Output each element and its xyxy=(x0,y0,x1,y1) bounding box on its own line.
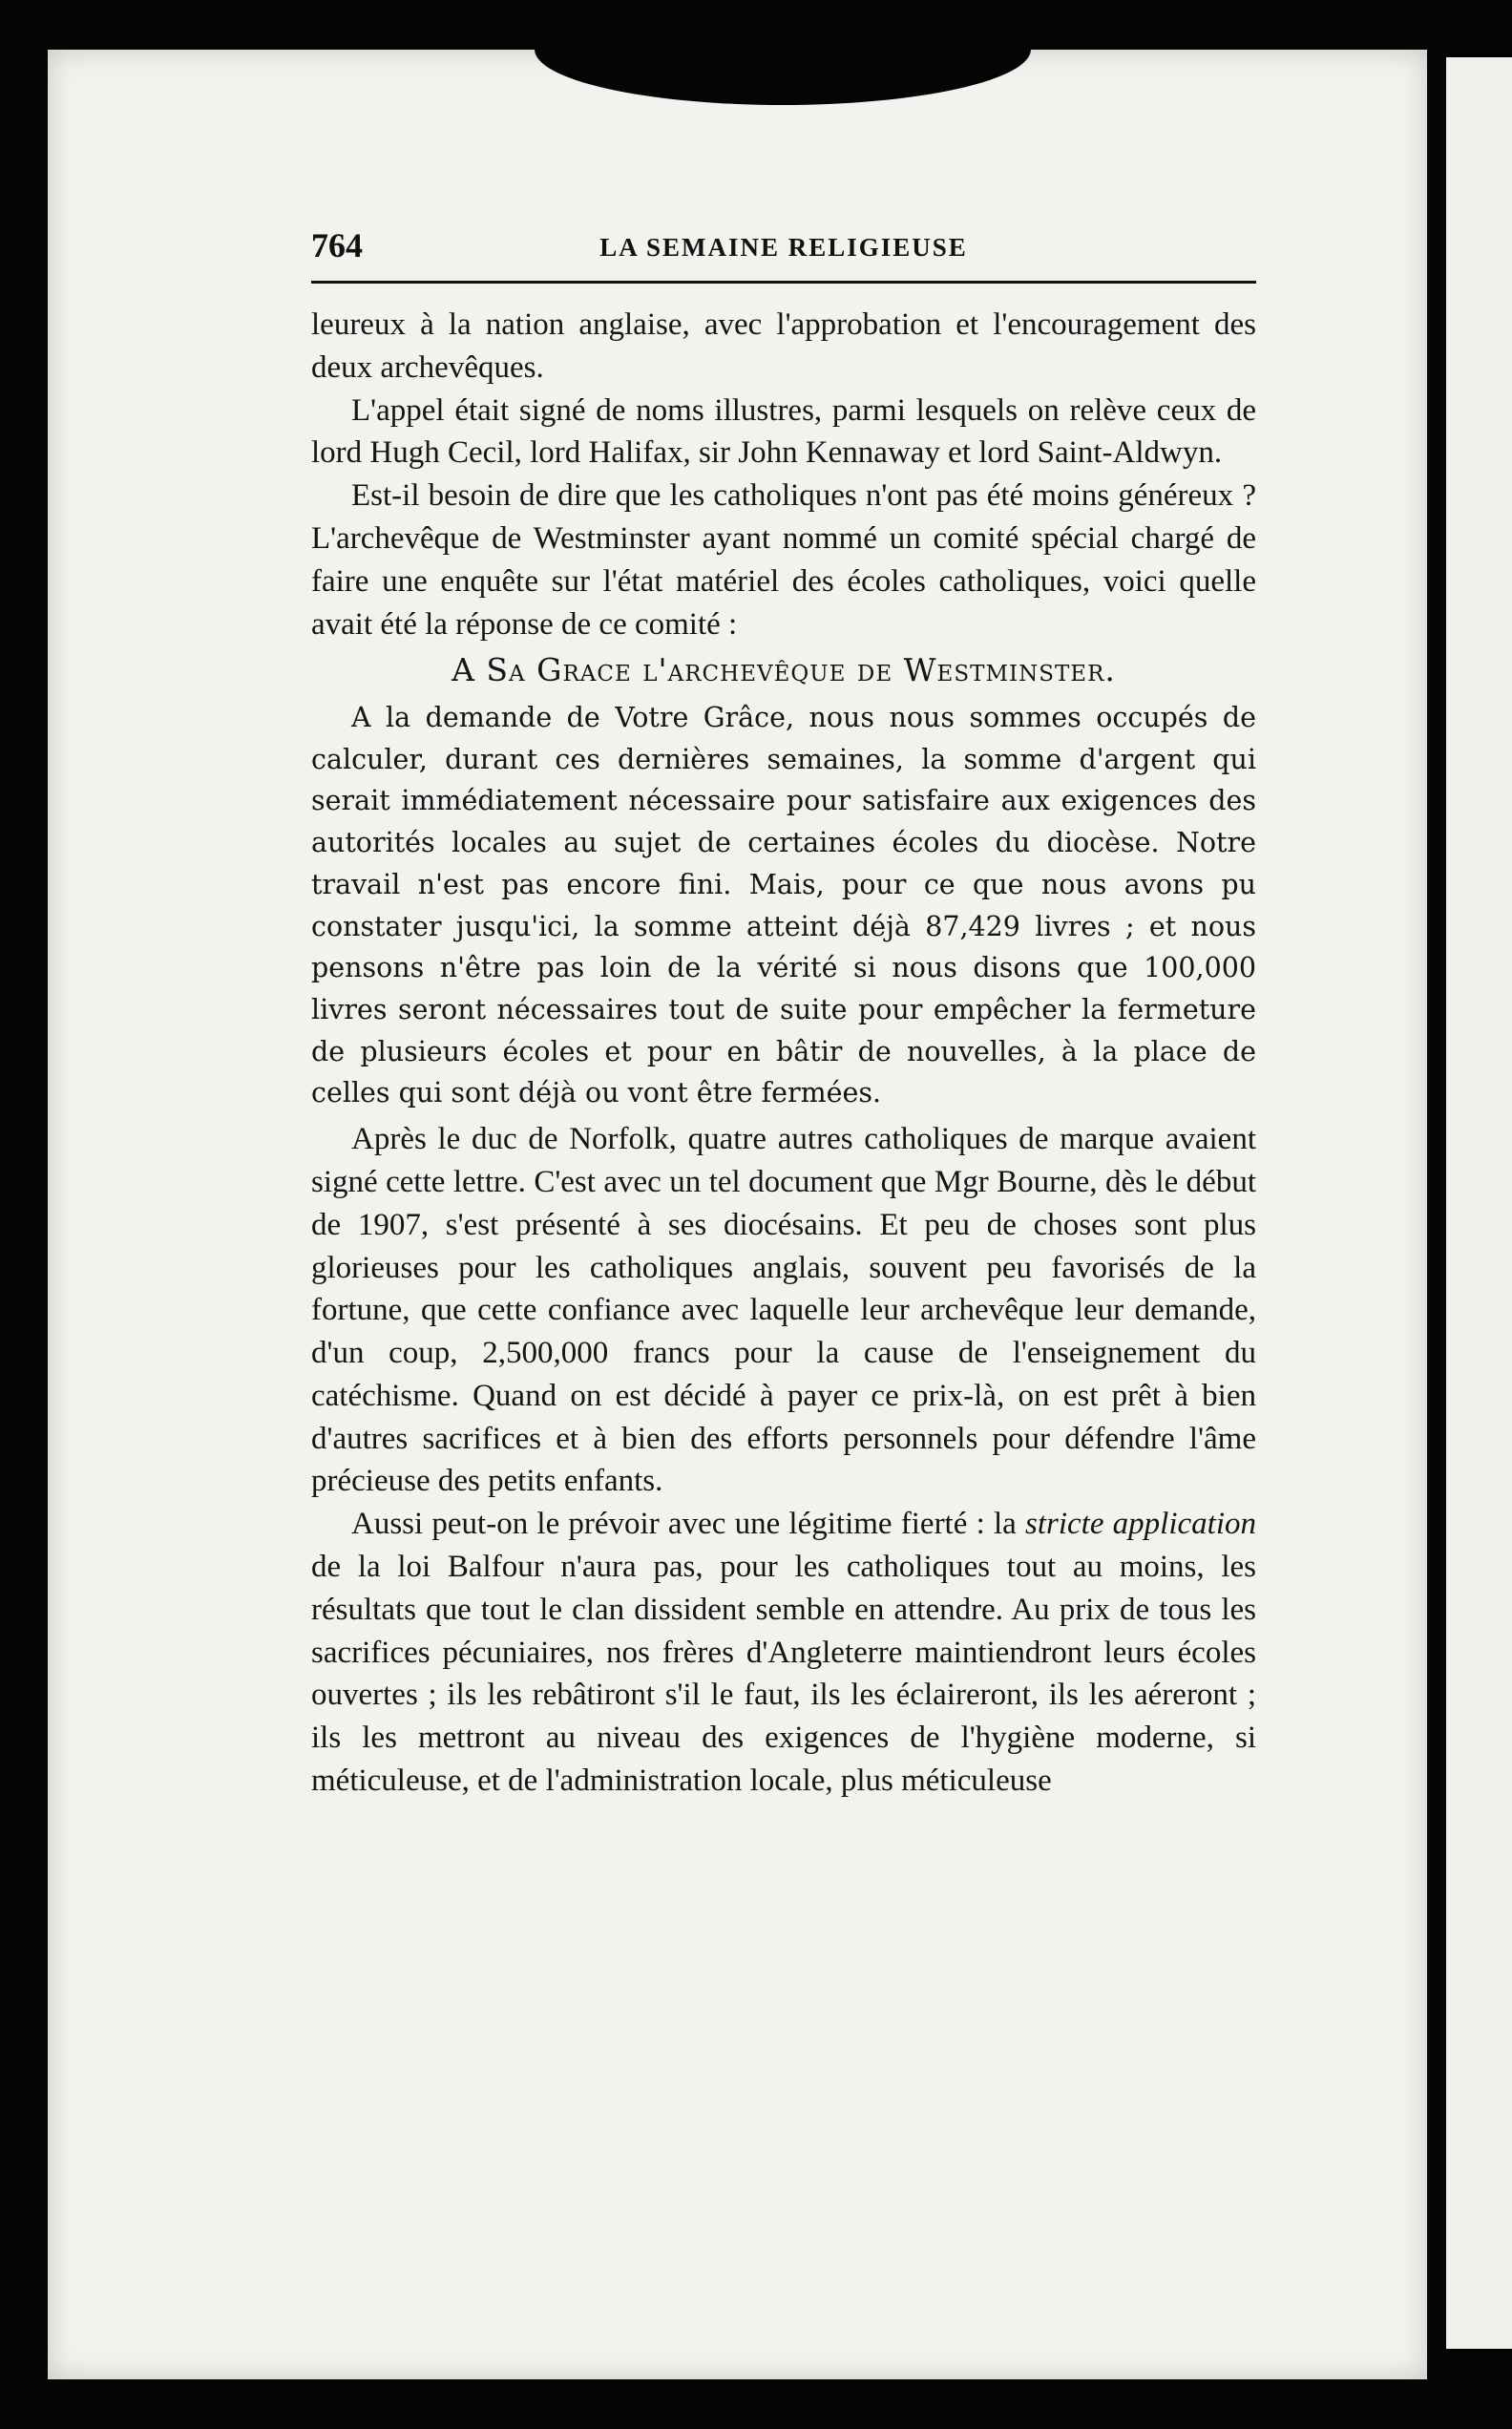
article-text xyxy=(311,304,1256,1803)
italic-stricte-application: stricte application xyxy=(1024,1507,1256,1542)
letter-body: A la demande de Votre Grâce, nous nous sommes occupés de calculer, durant ces dernières semaines, la somme d'argent qui serait immédiatement nécessaire pour satisfaire aux exigences des autorités locales au sujet de certaines écoles du diocèse. Notre travail n'est pas encore fini. Mais, pour ce que nous avons pu constater jusqu'ici, la somme atteint déjà 87,429 livres ; et nous pensons n'être pas loin de la vérité si nous disons que 100,000 livres seront nécessaires tout de suite pour empêcher la fermeture de plusieurs écoles et pour en bâtir de nouvelles, à la place de celles qui sont déjà ou vont être fermées. xyxy=(311,702,1256,1109)
letter-heading: A Sa Grace l'archevêque de Westminster. xyxy=(452,651,1116,689)
page-header xyxy=(311,222,1256,284)
quoted-letter xyxy=(311,649,1256,1114)
paragraph-balfour-end: de la loi Balfour n'aura pas, pour les catholiques tout au moins, les résultats que tout le clan dissident semble en attendre. Au prix de tous les sacrifices pécuniaires, nos frères d'Angleterre maintiendront leurs écoles ouvertes ; ils les rebâtiront s'il le faut, ils les éclaireront, ils les aéreront ; ils les mettront au niveau des exigences de l'hygiène moderne, si méticuleuse, et de l'administration locale, plus méticuleuse xyxy=(311,1550,1256,1799)
paragraph-balfour-law xyxy=(311,1503,1256,1803)
paragraph-catholics: Est-il besoin de dire que les catholiques n'ont pas été moins généreux ? L'archevêque de Westminster ayant nommé un comité spécial chargé de faire une enquête sur l'état matériel des écoles catholiques, voici quelle avait été la réponse de ce comité : xyxy=(311,478,1256,642)
paragraph-continuation: leureux à la nation anglaise, avec l'approbation et l'encouragement des deux archevêques. xyxy=(311,307,1256,385)
paragraph-balfour-start: Aussi peut-on le prévoir avec une légitime fierté : la xyxy=(351,1507,1025,1542)
adjacent-page-edge xyxy=(1446,57,1512,2349)
running-title: LA SEMAINE RELIGIEUSE xyxy=(599,233,968,262)
paragraph-norfolk: Après le duc de Norfolk, quatre autres catholiques de marque avaient signé cette lettre. C'est avec un tel document que Mgr Bourne, dès le début de 1907, s'est présenté à ses diocésains. Et peu de choses sont plus glorieuses pour les catholiques anglais, souvent peu favorisés de la fortune, que cette confiance avec laquelle leur archevêque leur demande, d'un coup, 2,500,000 francs pour la cause de l'enseignement du catéchisme. Quand on est décidé à payer ce prix-là, on est prêt à bien d'autres sacrifices et à bien des efforts personnels pour défendre l'âme précieuse des petits enfants. xyxy=(311,1122,1256,1499)
page-number: 764 xyxy=(311,226,363,264)
paragraph-appeal: L'appel était signé de noms illustres, parmi lesquels on relève ceux de lord Hugh Cecil, lord Halifax, sir John Kennaway et lord Saint-Aldwyn. xyxy=(311,392,1256,471)
